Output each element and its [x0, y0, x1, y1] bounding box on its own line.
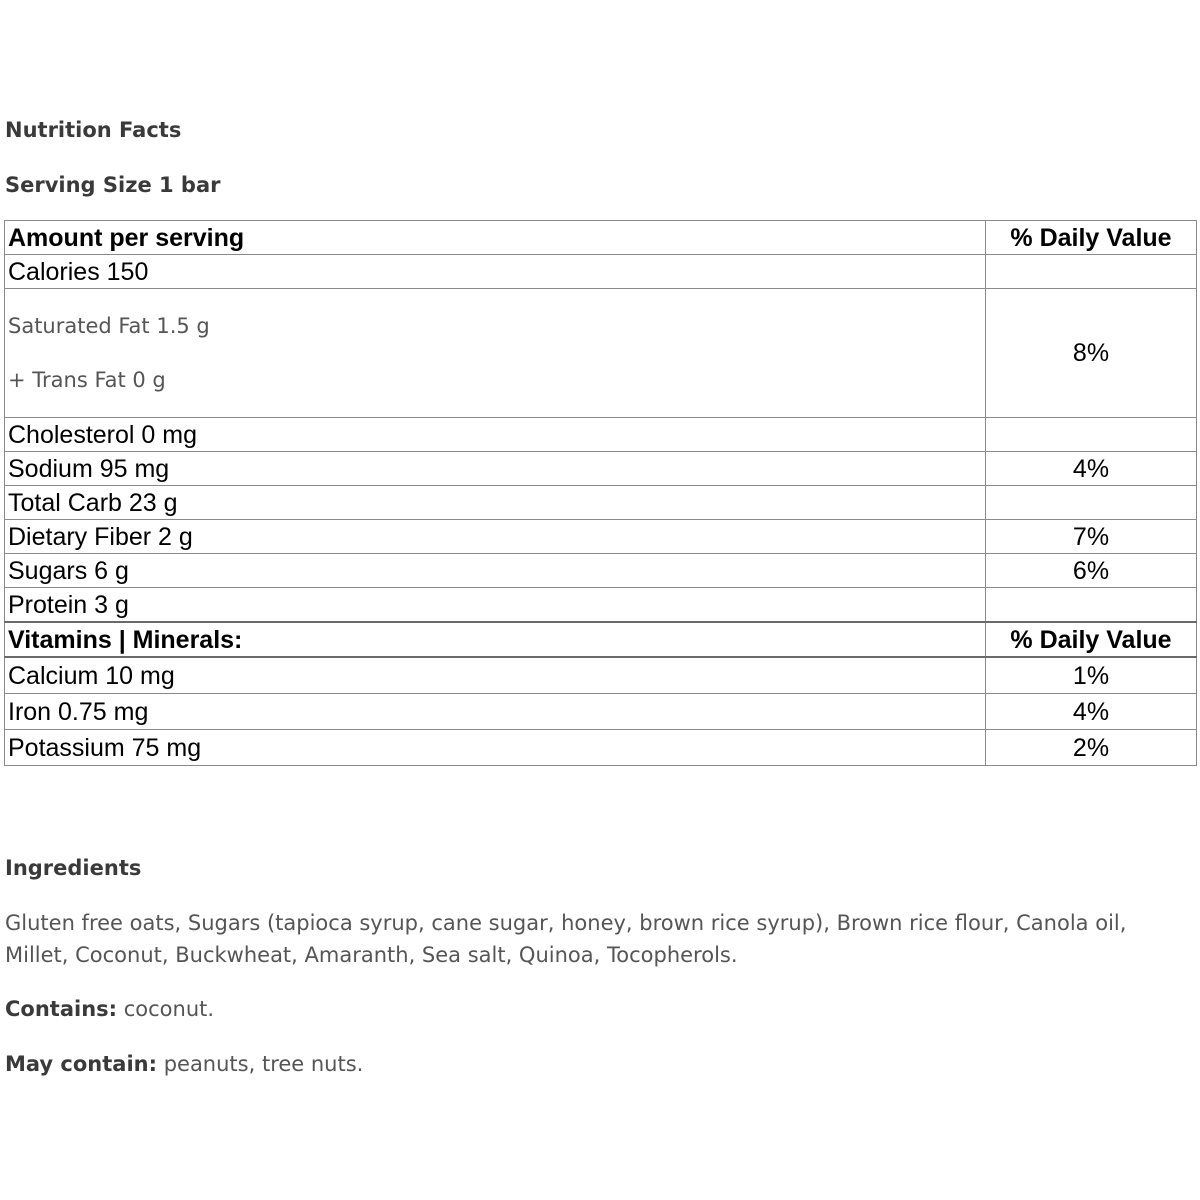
calories-dv: [986, 255, 1197, 289]
mineral-dv: 2%: [986, 730, 1197, 766]
calories-label: Calories 150: [5, 255, 986, 289]
nutrient-dv: 7%: [986, 520, 1197, 554]
mineral-label: Iron 0.75 mg: [5, 694, 986, 730]
table-row: [5, 588, 1197, 623]
fat-dv: 8%: [986, 289, 1197, 418]
vitamins-header-row: [5, 622, 1197, 657]
may-contain-statement: [5, 1052, 363, 1076]
nutrient-dv: 4%: [986, 452, 1197, 486]
amount-per-serving-header: Amount per serving: [5, 221, 986, 255]
nutrition-facts-title: Nutrition Facts: [5, 118, 182, 142]
table-row: [5, 452, 1197, 486]
mineral-dv: 1%: [986, 657, 1197, 694]
nutrient-label: Sugars 6 g: [5, 554, 986, 588]
vitamins-daily-value-header: % Daily Value: [986, 622, 1197, 657]
nutrient-dv: [986, 418, 1197, 452]
table-header-row: [5, 221, 1197, 255]
ingredients-title: Ingredients: [5, 856, 142, 880]
fat-row: [5, 289, 1197, 418]
table-row: [5, 657, 1197, 694]
nutrition-table: [4, 220, 1197, 766]
table-row: [5, 418, 1197, 452]
table-row: [5, 486, 1197, 520]
mineral-label: Calcium 10 mg: [5, 657, 986, 694]
nutrient-label: Total Carb 23 g: [5, 486, 986, 520]
nutrient-dv: [986, 486, 1197, 520]
may-contain-label: May contain:: [5, 1052, 158, 1076]
nutrient-label: Cholesterol 0 mg: [5, 418, 986, 452]
saturated-fat-label: Saturated Fat 1.5 g: [8, 314, 210, 338]
may-contain-value: peanuts, tree nuts.: [157, 1052, 364, 1076]
nutrient-dv: [986, 588, 1197, 623]
contains-label: Contains:: [5, 997, 118, 1021]
contains-statement: [5, 997, 214, 1021]
mineral-dv: 4%: [986, 694, 1197, 730]
nutrient-dv: 6%: [986, 554, 1197, 588]
nutrient-label: Dietary Fiber 2 g: [5, 520, 986, 554]
table-row: [5, 520, 1197, 554]
serving-size: Serving Size 1 bar: [5, 173, 221, 197]
nutrient-label: Sodium 95 mg: [5, 452, 986, 486]
table-row: [5, 554, 1197, 588]
trans-fat-label: + Trans Fat 0 g: [8, 368, 166, 392]
nutrient-label: Protein 3 g: [5, 588, 986, 623]
calories-row: [5, 255, 1197, 289]
ingredients-text: Gluten free oats, Sugars (tapioca syrup, cane sugar, honey, brown rice syrup), Brown rice flour, Canola oil, Millet, Coconut, Buckwheat, Amaranth, Sea salt, Quinoa, Tocopherols.: [5, 911, 1127, 967]
vitamins-minerals-header: Vitamins | Minerals:: [5, 622, 986, 657]
daily-value-header: % Daily Value: [986, 221, 1197, 255]
contains-value: coconut.: [117, 997, 215, 1021]
mineral-label: Potassium 75 mg: [5, 730, 986, 766]
fat-labels: [5, 289, 986, 418]
table-row: [5, 730, 1197, 766]
table-row: [5, 694, 1197, 730]
